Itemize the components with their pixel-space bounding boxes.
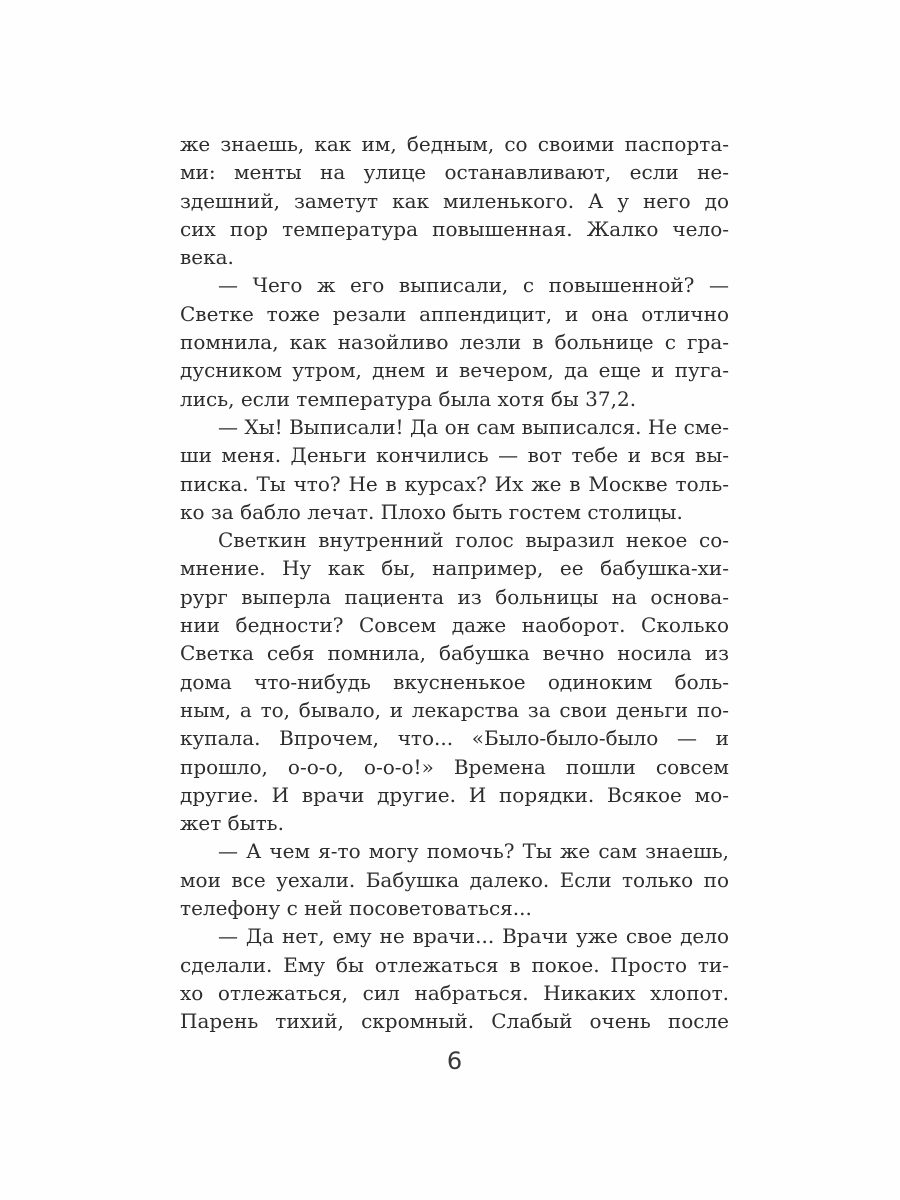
text-line: помнила, как назойливо лезли в больнице с гра- xyxy=(180,330,729,355)
text-line: сделали. Ему бы отлежаться в покое. Просто ти- xyxy=(180,952,729,977)
text-line: рург выперла пациента из больницы на основа- xyxy=(180,584,729,609)
text-line: Светкин внутренний голос выразил некое со- xyxy=(218,528,729,553)
text-line: ши меня. Деньги кончились — вот тебе и вся вы- xyxy=(180,443,729,468)
text-line: лись, если температура была хотя бы 37,2. xyxy=(180,386,637,411)
text-line: дома что-нибудь вкусненькое одиноким боль- xyxy=(180,669,729,694)
text-line: — Хы! Выписали! Да он сам выписался. Не сме- xyxy=(218,414,729,439)
text-line: хо отлежаться, сил набраться. Никаких хлопот. xyxy=(180,980,729,1005)
text-line: ми: менты на улице останавливают, если не- xyxy=(180,160,729,185)
text-line: прошло, о-о-о, о-о-о!» Времена пошли совсем xyxy=(180,754,729,779)
text-line: телефону с ней посоветоваться... xyxy=(180,896,532,921)
text-line: века. xyxy=(180,245,234,270)
text-line: ко за бабло лечат. Плохо быть гостем столицы. xyxy=(180,499,683,524)
text-line: Парень тихий, скромный. Слабый очень после xyxy=(180,1009,729,1034)
page-body-text xyxy=(180,130,729,1036)
text-line: дусником утром, днем и вечером, да еще и пуга- xyxy=(180,358,729,383)
paragraph xyxy=(180,837,729,922)
text-line: здешний, заметут как миленького. А у него до xyxy=(180,188,729,213)
text-line: мои все уехали. Бабушка далеко. Если только по xyxy=(180,867,729,892)
text-line: купала. Впрочем, что... «Было-было-было — и xyxy=(180,726,729,751)
page-number: 6 xyxy=(446,1047,463,1075)
text-line: сих пор температура повышенная. Жалко чело- xyxy=(180,216,729,241)
text-line: жет быть. xyxy=(180,811,284,836)
text-line: мнение. Ну как бы, например, ее бабушка-хи- xyxy=(180,556,729,581)
text-line: — А чем я-то могу помочь? Ты же сам знаешь, xyxy=(218,839,729,864)
text-line: — Чего ж его выписали, с повышенной? — xyxy=(218,273,729,298)
text-line: же знаешь, как им, бедным, со своими паспорта- xyxy=(180,132,729,156)
text-line: — Да нет, ему не врачи... Врачи уже свое дело xyxy=(218,924,729,949)
text-line: Светка себя помнила, бабушка вечно носила из xyxy=(180,641,729,666)
paragraph xyxy=(180,413,729,526)
paragraph xyxy=(180,271,729,412)
text-line: Светке тоже резали аппендицит, и она отлично xyxy=(180,301,729,326)
text-line: нии бедности? Совсем даже наоборот. Сколько xyxy=(180,613,729,638)
paragraph xyxy=(180,526,729,837)
text-line: ным, а то, бывало, и лекарства за свои деньги по- xyxy=(180,697,729,722)
paragraph xyxy=(180,922,729,1035)
text-line: другие. И врачи другие. И порядки. Всякое мо- xyxy=(180,782,729,807)
text-line: писка. Ты что? Не в курсах? Их же в Москве толь- xyxy=(180,471,729,496)
paragraph xyxy=(180,130,729,271)
